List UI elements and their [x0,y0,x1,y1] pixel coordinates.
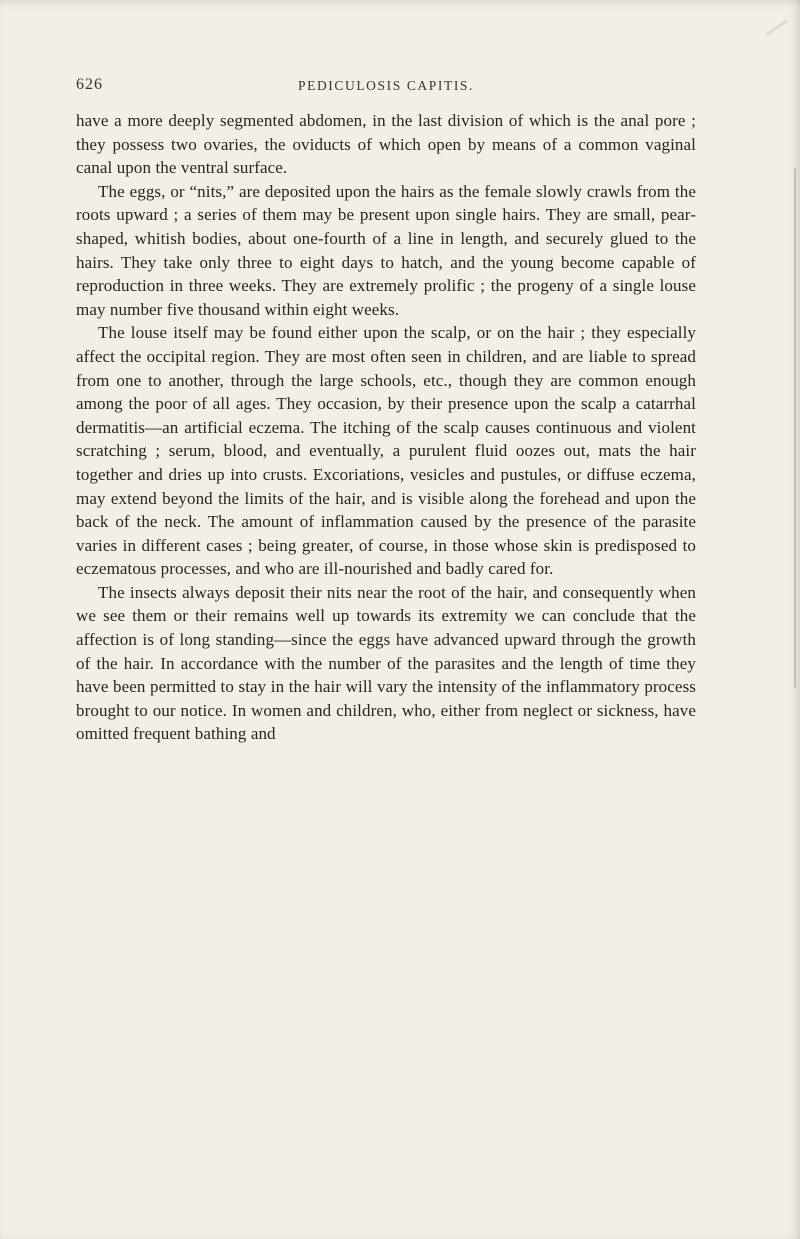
paragraph-continuation: have a more deeply segmented abdomen, in the last division of which is the anal pore ; they possess two ovaries, the oviducts of which open by means of a common vaginal canal upon the ventral surface. [76,111,696,178]
scan-edge-artifact [794,168,796,688]
scan-corner-artifact [765,19,788,36]
page-header [76,76,696,98]
paragraph-louse-symptoms: The louse itself may be found either upon the scalp, or on the hair ; they especially affect the occipital region. They are most often seen in children, and are liable to spread from one to another, through the large schools, etc., though they are common enough among the poor of all ages. They occasion, by their presence upon the scalp a catarrhal dermatitis—an artificial eczema. The itching of the scalp causes continuous and violent scratching ; serum, blood, and eventually, a purulent fluid oozes out, mats the hair together and dries up into crusts. Excoriations, vesicles and pustules, or diffuse eczema, may extend beyond the limits of the hair, and is visible along the forehead and upon the back of the neck. The amount of inflammation caused by the presence of the parasite varies in different cases ; being greater, of course, in those whose skin is predisposed to eczematous processes, and who are ill-nourished and badly cared for. [76,323,696,579]
paragraph-nits-location: The insects always deposit their nits near the root of the hair, and consequently when we see them or their remains well up towards its extremity we can conclude that the affection is of long standing—since the eggs have advanced upward through the growth of the hair. In accordance with the number of the parasites and the length of time they have been permitted to stay in the hair will vary the intensity of the inflammatory process brought to our notice. In women and children, who, either from neglect or sickness, have omitted frequent bathing and [76,582,696,744]
paragraph-eggs: The eggs, or “nits,” are deposited upon the hairs as the female slowly crawls from the roots upward ; a series of them may be present upon single hairs. They are small, pear-shaped, whitish bodies, about one-fourth of a line in length, and securely glued to the hairs. They take only three to eight days to hatch, and the young become capable of reproduction in three weeks. They are extremely prolific ; the progeny of a single louse may number five thousand within eight weeks. [76,181,696,319]
running-title: PEDICULOSIS CAPITIS. [297,78,475,93]
page-number: 626 [76,76,103,93]
page-body [76,109,696,746]
